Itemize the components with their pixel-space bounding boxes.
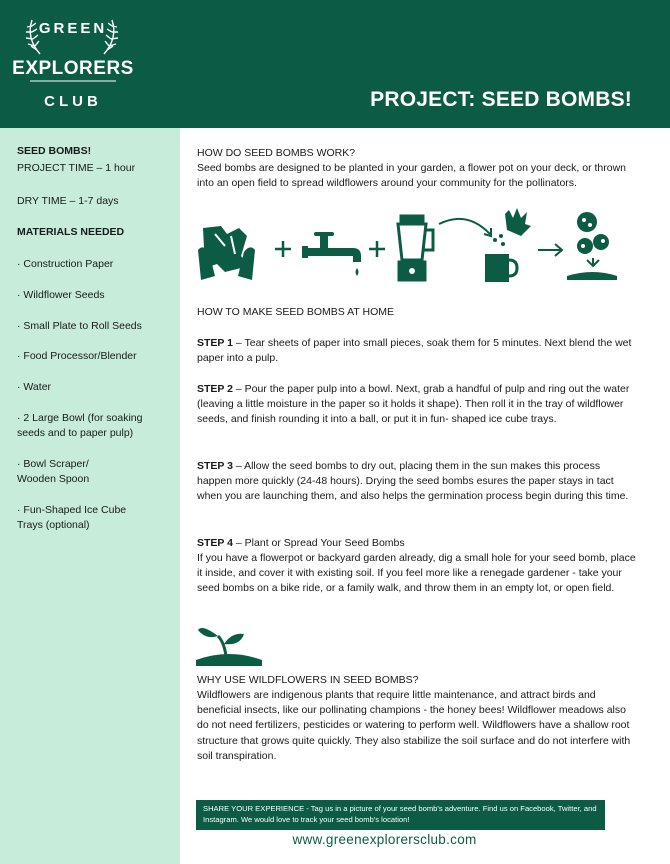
sprout-icon	[196, 622, 262, 666]
blender-icon	[398, 216, 433, 280]
step-label: STEP 1	[197, 337, 233, 349]
step-3	[197, 459, 637, 505]
make-heading: HOW TO MAKE SEED BOMBS AT HOME	[197, 306, 395, 318]
torn-paper-icon	[198, 226, 255, 280]
green-explorers-club-logo	[12, 6, 134, 124]
material-item: · 2 Large Bowl (for soaking seeds and to paper pulp)	[17, 412, 143, 439]
how-heading: HOW DO SEED BOMBS WORK?	[197, 147, 356, 159]
materials-heading: MATERIALS NEEDED	[17, 226, 125, 238]
step-text: – Allow the seed bombs to dry out, placing them in the sun makes this process happen more quickly (24-48 hours). Drying the seed bombs esures the paper stays in tact when you are launching them, and also helps the germination process begin during this time.	[197, 460, 629, 503]
material-item: · Wildflower Seeds	[17, 289, 105, 301]
website-link[interactable]: www.greenexplorersclub.com	[292, 832, 477, 847]
plus-icon	[275, 241, 291, 257]
header-banner	[0, 0, 670, 128]
step-label: STEP 2	[197, 383, 233, 395]
how-text: Seed bombs are designed to be planted in your garden, a flower pot on your deck, or thrown into an open field to spread wildflowers around your community for the pollinators.	[197, 162, 627, 190]
material-item: · Fun-Shaped Ice Cube Trays (optional)	[17, 504, 127, 531]
step-2	[197, 382, 637, 428]
process-illustration	[195, 206, 635, 290]
dry-time: DRY TIME – 1-7 days	[17, 195, 119, 207]
material-item: · Construction Paper	[17, 258, 114, 270]
logo-text-explorers: EXPLORERS	[12, 58, 134, 79]
project-time: PROJECT TIME – 1 hour	[17, 162, 136, 174]
step-1	[197, 336, 637, 366]
seed-bombs-sprout-icon	[567, 212, 617, 280]
step-label: STEP 4	[197, 537, 233, 549]
step-text: – Plant or Spread Your Seed Bombs	[233, 537, 405, 549]
step-4	[197, 536, 637, 551]
share-experience-box: SHARE YOUR EXPERIENCE - Tag us in a picture of your seed bomb's adventure. Find us on Facebook, Twitter, and Instagram. We would love to track your seed bomb's location!	[196, 800, 605, 830]
step-4-text: If you have a flowerpot or backyard garden already, dig a small hole for your seed bomb, place it inside, and cover it with existing soil. If you feel more like a renegade gardener - take your seed bombs on a bike ride, or a family walk, and throw them in an empty lot, or open field.	[197, 552, 636, 595]
material-item: · Small Plate to Roll Seeds	[17, 320, 142, 332]
step-text: – Pour the paper pulp into a bowl. Next, grab a handful of pulp and ring out the water (leaving a little moisture in the paper so it holds it shape). Then roll it in the tray of wildflower seeds, and finish rounding it into a ball, or put it in fun- shaped ice cube trays.	[197, 383, 630, 426]
logo-text-club: CLUB	[44, 93, 102, 110]
material-item: · Bowl Scraper/ Wooden Spoon	[17, 458, 90, 485]
sidebar-heading: SEED BOMBS!	[17, 145, 92, 157]
step-label: STEP 3	[197, 460, 233, 472]
curved-arrow	[439, 219, 490, 234]
page-title: PROJECT: SEED BOMBS!	[370, 88, 632, 111]
why-text: Wildflowers are indigenous plants that require little maintenance, and attract birds and beneficial insects, like our pollinating champions - the honey bees! Wildflower meadows also do not need fertilizers, pesticides or watering to perform well. Wildflowers have a shallow root structure that grows quite quickly. They also stabilize the soil surface and do not interfere with soil transpiration.	[197, 689, 631, 762]
logo-text-green: GREEN	[38, 20, 108, 37]
step-text: – Tear sheets of paper into small pieces, soak them for 5 minutes. Next blend the wet paper into a pulp.	[197, 337, 632, 365]
why-heading: WHY USE WILDFLOWERS IN SEED BOMBS?	[197, 674, 419, 686]
arrow-right-icon	[538, 244, 562, 256]
plus-icon	[369, 241, 385, 257]
material-item: · Water	[17, 381, 52, 393]
hand-seeds-cup-icon	[485, 208, 531, 282]
material-item: · Food Processor/Blender	[17, 350, 137, 362]
water-faucet-icon	[302, 232, 361, 276]
